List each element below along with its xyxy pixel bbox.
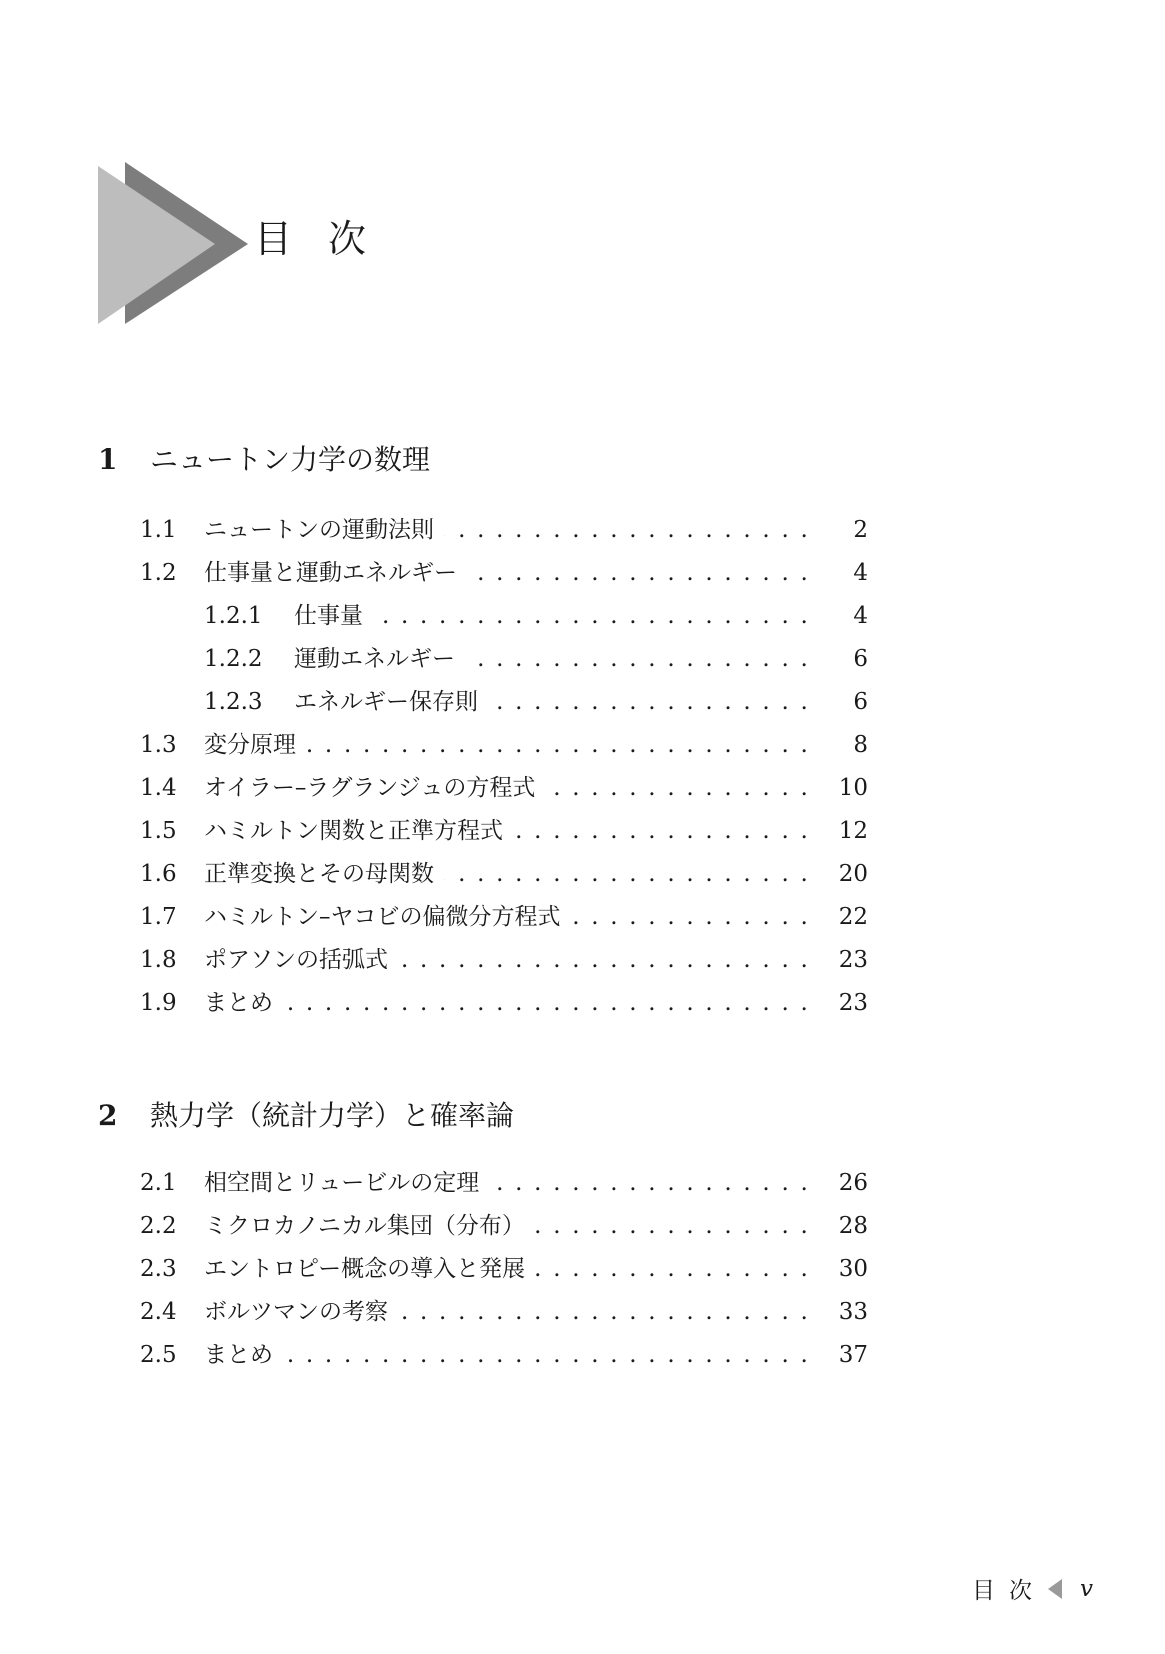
- section-number: 2.5: [140, 1342, 177, 1368]
- section-title: ハミルトン–ヤコビの偏微分方程式: [204, 904, 571, 930]
- section-number: 1.8: [140, 947, 177, 973]
- page-title-char: 目: [254, 217, 293, 261]
- section-title: エネルギー保存則: [294, 689, 488, 715]
- toc-entry[interactable]: [140, 1168, 868, 1211]
- section-label-leader: [204, 1168, 810, 1198]
- section-number: 1.3: [140, 732, 177, 758]
- section-page-number: 4: [853, 603, 868, 629]
- section-page-number: 10: [838, 775, 868, 801]
- chapter-heading[interactable]: [98, 438, 430, 478]
- toc-entry[interactable]: [140, 902, 868, 945]
- section-label-leader: [204, 558, 810, 588]
- section-title: 相空間とリュービルの定理: [204, 1170, 489, 1196]
- section-label-leader: [294, 644, 810, 674]
- chapter-heading[interactable]: [98, 1094, 514, 1134]
- section-label-leader: [294, 601, 810, 631]
- section-title: まとめ: [204, 1342, 283, 1368]
- page-footer: [972, 1572, 1093, 1605]
- section-page-number: 6: [853, 646, 868, 672]
- section-title: エントロピー概念の導入と発展: [204, 1256, 535, 1282]
- section-label-leader: [204, 515, 810, 545]
- running-head-char: 目: [972, 1578, 995, 1604]
- title-triangle-icon: [98, 162, 248, 324]
- section-page-number: 20: [838, 861, 868, 887]
- toc-list: [140, 515, 868, 1031]
- section-number: 1.7: [140, 904, 177, 930]
- chapter-title: ニュートン力学の数理: [150, 443, 431, 476]
- section-page-number: 23: [838, 990, 868, 1016]
- chapter-title: 熱力学（統計力学）と確率論: [150, 1099, 515, 1132]
- section-page-number: 6: [853, 689, 868, 715]
- section-number: 2.4: [140, 1299, 177, 1325]
- toc-list: [140, 1168, 868, 1383]
- section-title: まとめ: [204, 990, 283, 1016]
- section-label-leader: [204, 902, 810, 932]
- toc-entry[interactable]: [140, 1340, 868, 1383]
- section-title: ボルツマンの考察: [204, 1299, 398, 1325]
- toc-entry[interactable]: [140, 730, 868, 773]
- section-number: 1.2.2: [204, 646, 263, 672]
- section-title: 運動エネルギー: [294, 646, 465, 672]
- section-label-leader: [204, 945, 810, 975]
- section-page-number: 22: [838, 904, 868, 930]
- toc-entry[interactable]: [140, 816, 868, 859]
- page-number: v: [1080, 1575, 1093, 1602]
- page-title-char: 次: [328, 217, 367, 261]
- section-title: 正準変換とその母関数: [204, 861, 444, 887]
- toc-entry[interactable]: [140, 601, 868, 644]
- section-number: 1.5: [140, 818, 177, 844]
- section-title: ポアソンの括弧式: [204, 947, 398, 973]
- section-title: 変分原理: [204, 732, 306, 758]
- section-label-leader: [204, 1211, 810, 1241]
- toc-entry[interactable]: [140, 773, 868, 816]
- section-label-leader: [204, 1254, 810, 1284]
- section-label-leader: [204, 816, 810, 846]
- section-title: 仕事量と運動エネルギー: [204, 560, 467, 586]
- toc-entry[interactable]: [140, 644, 868, 687]
- section-number: 1.1: [140, 517, 177, 543]
- running-head-char: 次: [1009, 1578, 1032, 1604]
- section-label-leader: [294, 687, 810, 717]
- section-page-number: 26: [838, 1170, 868, 1196]
- section-page-number: 23: [838, 947, 868, 973]
- section-label-leader: [204, 730, 810, 760]
- toc-entry[interactable]: [140, 515, 868, 558]
- toc-entry[interactable]: [140, 945, 868, 988]
- section-number: 1.9: [140, 990, 177, 1016]
- toc-entry[interactable]: [140, 1254, 868, 1297]
- section-page-number: 33: [838, 1299, 868, 1325]
- section-number: 1.4: [140, 775, 177, 801]
- triangle-left-icon: [1048, 1579, 1062, 1599]
- chapter-number: 1: [98, 443, 118, 476]
- section-page-number: 4: [853, 560, 868, 586]
- section-number: 2.3: [140, 1256, 177, 1282]
- section-number: 2.2: [140, 1213, 177, 1239]
- section-label-leader: [204, 1340, 810, 1370]
- section-page-number: 8: [853, 732, 868, 758]
- section-number: 2.1: [140, 1170, 177, 1196]
- section-number: 1.2.1: [204, 603, 263, 629]
- toc-entry[interactable]: [140, 1211, 868, 1254]
- section-title: 仕事量: [294, 603, 373, 629]
- section-number: 1.2: [140, 560, 177, 586]
- toc-entry[interactable]: [140, 988, 868, 1031]
- section-number: 1.6: [140, 861, 177, 887]
- section-page-number: 30: [838, 1256, 868, 1282]
- section-label-leader: [204, 1297, 810, 1327]
- running-head: [972, 1572, 1032, 1605]
- section-title: ハミルトン関数と正準方程式: [204, 818, 513, 844]
- section-label-leader: [204, 773, 810, 803]
- section-title: オイラー–ラグランジュの方程式: [204, 775, 545, 801]
- toc-entry[interactable]: [140, 687, 868, 730]
- section-page-number: 2: [853, 517, 868, 543]
- page-title: [254, 208, 366, 263]
- toc-entry[interactable]: [140, 1297, 868, 1340]
- section-page-number: 37: [838, 1342, 868, 1368]
- section-title: ミクロカノニカル集団（分布）: [204, 1213, 535, 1239]
- section-page-number: 12: [838, 818, 868, 844]
- section-page-number: 28: [838, 1213, 868, 1239]
- section-title: ニュートンの運動法則: [204, 517, 444, 543]
- chapter-number: 2: [98, 1099, 118, 1132]
- section-number: 1.2.3: [204, 689, 263, 715]
- section-label-leader: [204, 859, 810, 889]
- toc-entry[interactable]: [140, 558, 868, 601]
- toc-entry[interactable]: [140, 859, 868, 902]
- section-label-leader: [204, 988, 810, 1018]
